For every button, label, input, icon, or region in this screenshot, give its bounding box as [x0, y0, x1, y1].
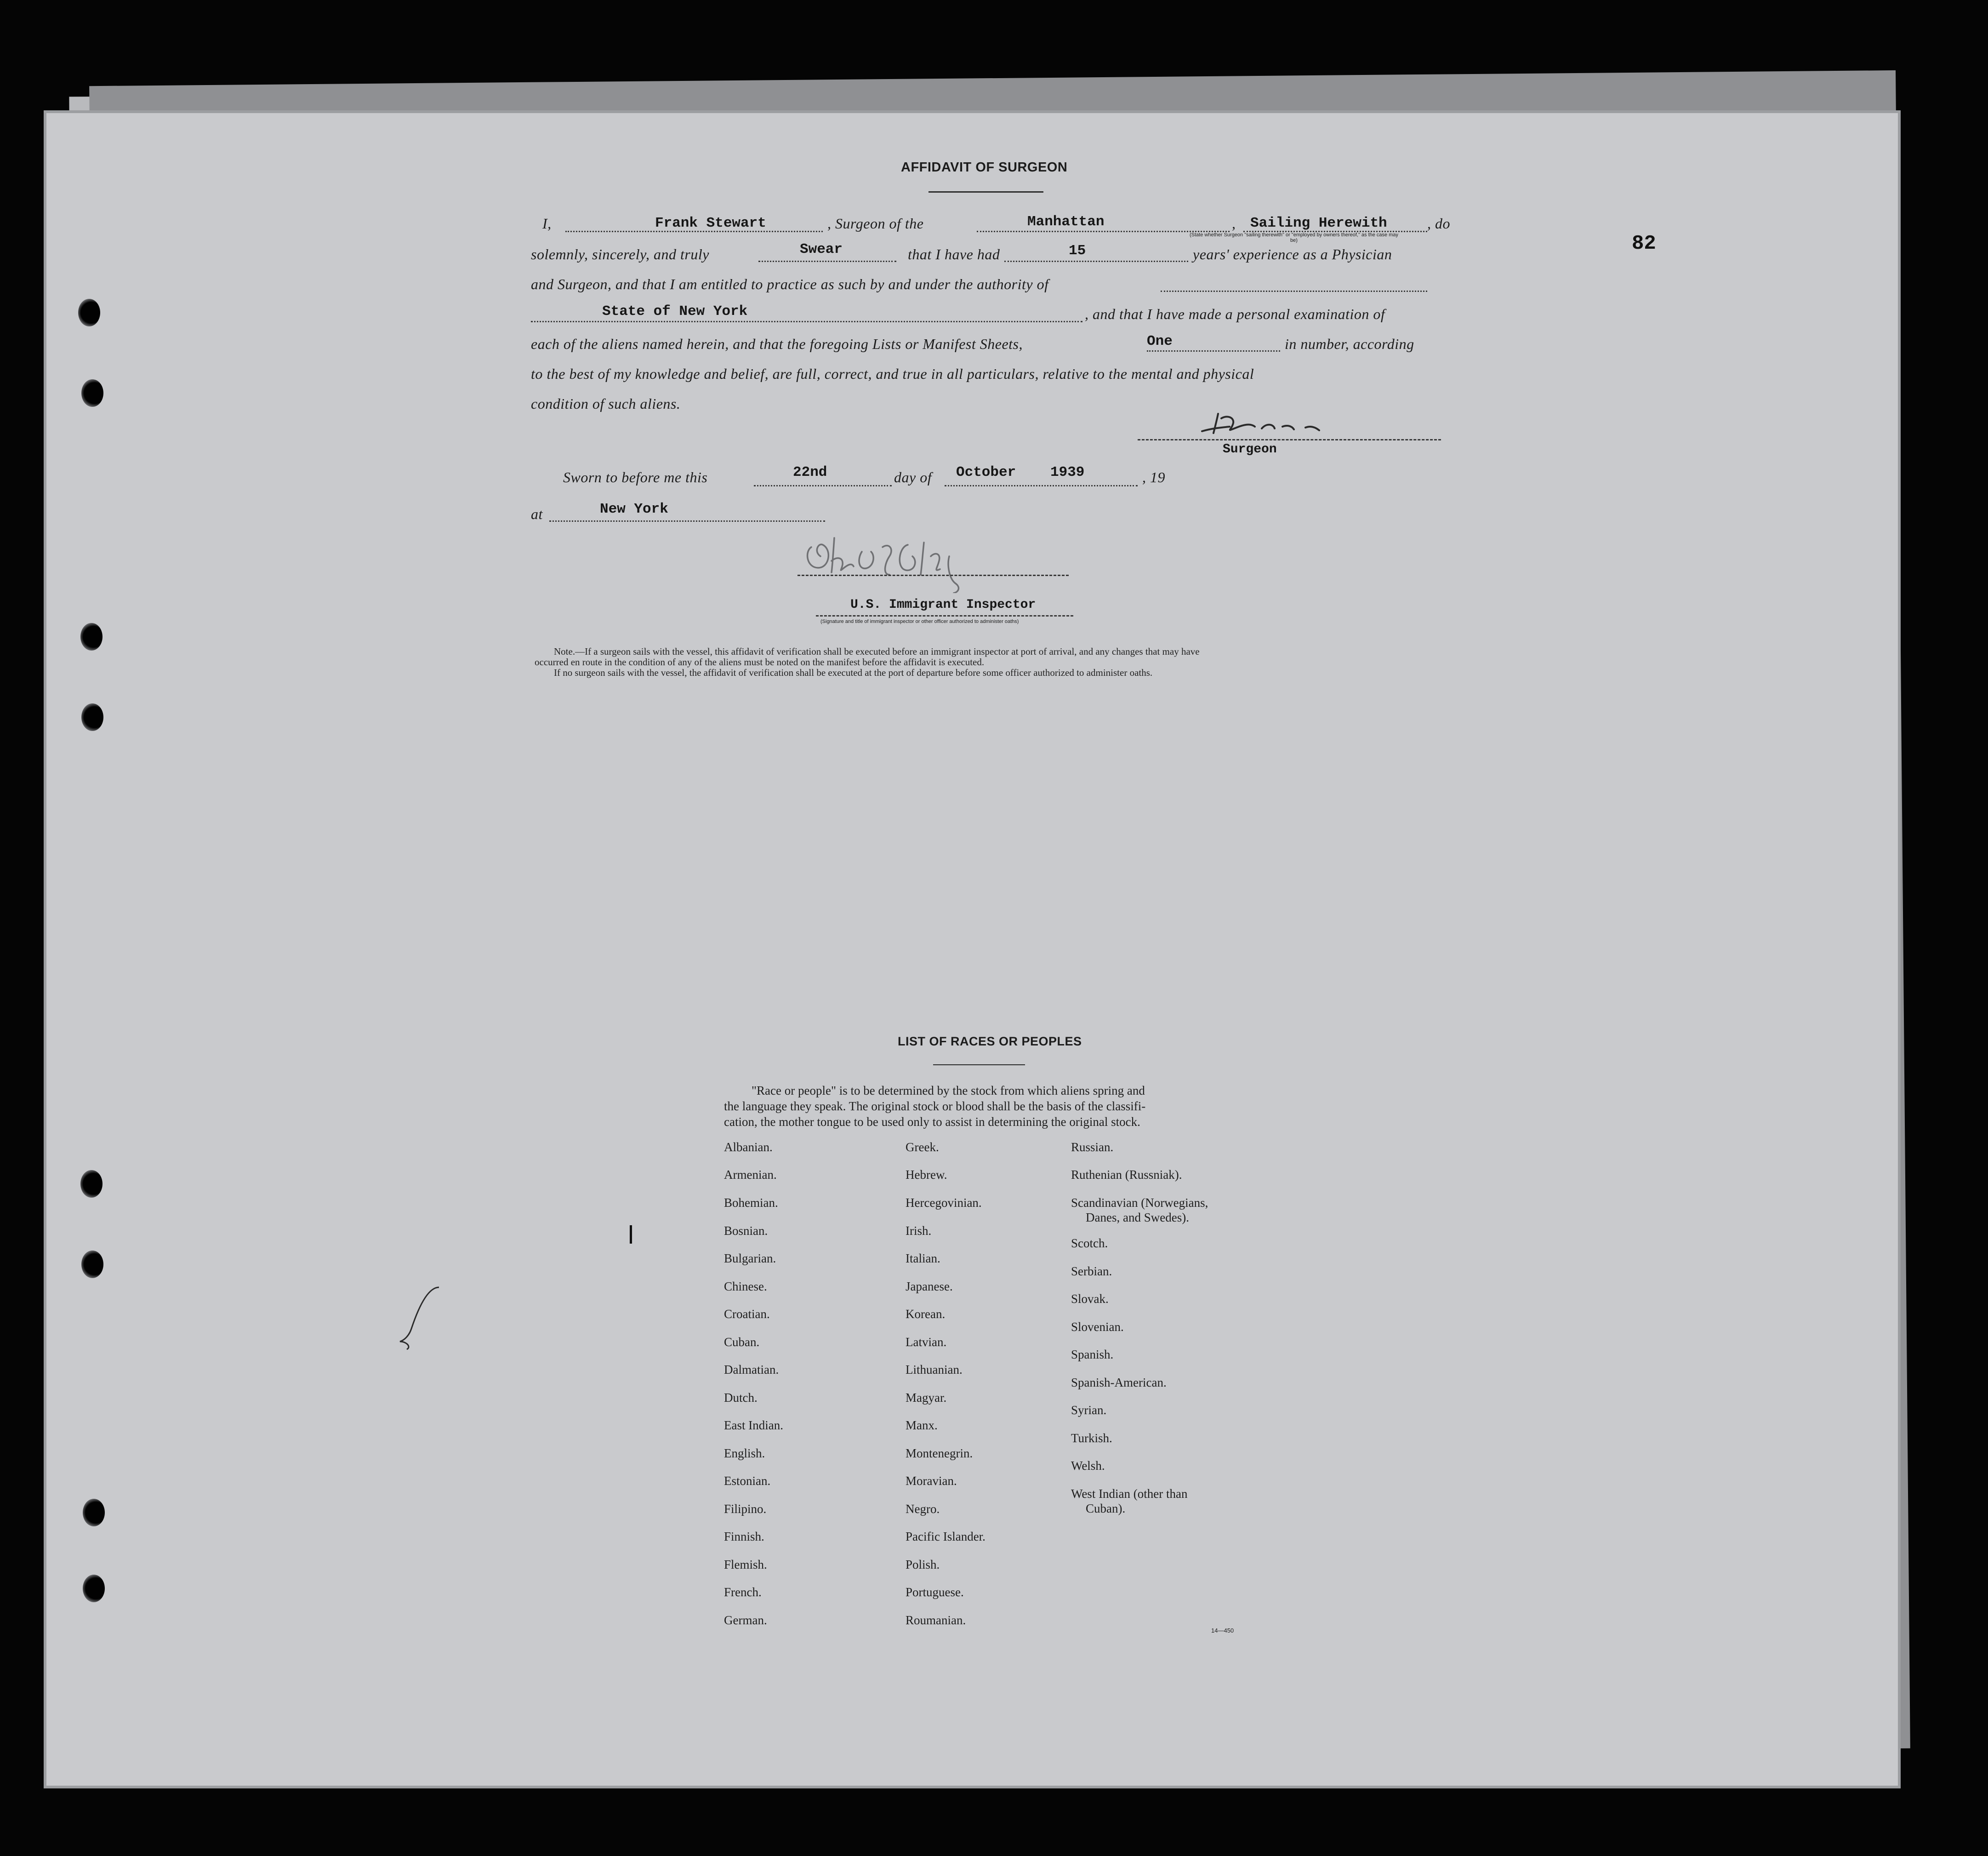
affidavit-title: AFFIDAVIT OF SURGEON	[901, 160, 1068, 175]
affidavit-text: Sworn to before me this	[563, 469, 708, 485]
sworn-day: 22nd	[793, 464, 827, 480]
sworn-year: 1939	[1050, 464, 1085, 480]
race-item: Flemish.	[724, 1558, 767, 1571]
binder-hole-icon	[81, 703, 103, 731]
race-item: French.	[724, 1585, 762, 1599]
race-item: Serbian.	[1071, 1264, 1112, 1278]
race-item: Albanian.	[724, 1140, 773, 1154]
surgeon-signature	[1193, 405, 1349, 441]
inspector-title: U.S. Immigrant Inspector	[850, 598, 1036, 612]
signature-line	[1138, 439, 1441, 440]
page-number: 82	[1632, 232, 1656, 255]
race-item: Syrian.	[1071, 1403, 1107, 1417]
binder-hole-icon	[80, 1170, 103, 1198]
race-item: Russian.	[1071, 1140, 1114, 1154]
affidavit-text: each of the aliens named herein, and that the foregoing Lists or Manifest Sheets,	[531, 336, 1023, 352]
affidavit-text: ,	[1232, 215, 1236, 232]
races-intro: cation, the mother tongue to be used only to assist in determining the original stock.	[724, 1115, 1140, 1129]
fill-line	[1147, 350, 1280, 352]
race-item: Welsh.	[1071, 1459, 1105, 1473]
affidavit-text: day of	[894, 469, 932, 485]
race-item: Italian.	[906, 1251, 940, 1265]
affidavit-text: , 19	[1142, 469, 1165, 485]
race-item: Hebrew.	[906, 1168, 947, 1182]
race-item: Slovak.	[1071, 1292, 1109, 1306]
years-experience: 15	[1069, 243, 1086, 259]
race-item: Finnish.	[724, 1530, 764, 1543]
race-item: Spanish-American.	[1071, 1376, 1167, 1389]
affidavit-text: and Surgeon, and that I am entitled to practice as such by and under the authority of	[531, 276, 1049, 292]
signature-line	[797, 575, 1069, 576]
title-underline	[928, 191, 1043, 193]
race-item: Montenegrin.	[906, 1446, 973, 1460]
race-item: Bohemian.	[724, 1196, 778, 1210]
affidavit-text: to the best of my knowledge and belief, are full, correct, and true in all particulars, relative to the mental and physical	[531, 365, 1254, 382]
surgeon-label: Surgeon	[1223, 442, 1277, 457]
race-item: Hercegovinian.	[906, 1196, 982, 1210]
affidavit-text: that I have had	[908, 246, 1000, 263]
fill-line	[549, 520, 825, 522]
race-item: Magyar.	[906, 1391, 947, 1405]
binder-hole-icon	[83, 1575, 105, 1602]
race-item: Dalmatian.	[724, 1363, 779, 1376]
races-intro: the language they speak. The original stock or blood shall be the basis of the classifi-	[724, 1099, 1146, 1113]
fill-line	[1161, 291, 1427, 292]
fill-line	[1004, 261, 1188, 262]
race-item: Manx.	[906, 1418, 938, 1432]
race-item: West Indian (other than	[1071, 1487, 1188, 1501]
stray-mark	[393, 1283, 448, 1356]
affidavit-text: at	[531, 506, 543, 522]
race-item: Portuguese.	[906, 1585, 964, 1599]
binder-hole-icon	[80, 623, 103, 651]
form-number: 14—450	[1211, 1627, 1234, 1634]
race-item: English.	[724, 1446, 765, 1460]
affidavit-text: solemnly, sincerely, and truly	[531, 246, 709, 263]
affidavit-text: , and that I have made a personal examination of	[1085, 306, 1385, 322]
race-item: Greek.	[906, 1140, 939, 1154]
race-item: Latvian.	[906, 1335, 947, 1349]
document-page	[44, 110, 1901, 1788]
status-note: (State whether Surgeon "sailing therewith" or "employed by owners thereof," as the case may be)	[1189, 232, 1399, 243]
race-item: Bulgarian.	[724, 1251, 776, 1265]
fill-line	[531, 321, 1082, 322]
race-item: Ruthenian (Russniak).	[1071, 1168, 1182, 1182]
sheet-count: One	[1147, 333, 1173, 349]
affidavit-text: , Surgeon of the	[827, 215, 924, 232]
race-item: Cuban.	[724, 1335, 760, 1349]
race-item: Estonian.	[724, 1474, 771, 1488]
inspector-note: (Signature and title of immigrant inspector or other officer authorized to administer oaths)	[820, 619, 1019, 624]
fill-line	[945, 485, 1138, 486]
surgeon-name: Frank Stewart	[655, 215, 766, 231]
oath-type: Swear	[800, 241, 843, 257]
affidavit-text: in number, according	[1285, 336, 1414, 352]
affidavit-text: I,	[542, 215, 552, 232]
affidavit-text: years' experience as a Physician	[1193, 246, 1392, 263]
race-item: Dutch.	[724, 1391, 758, 1405]
title-underline	[933, 1064, 1025, 1065]
races-intro: "Race or people" is to be determined by the stock from which aliens spring and	[752, 1084, 1145, 1097]
race-item: Irish.	[906, 1224, 932, 1238]
race-item: Roumanian.	[906, 1613, 966, 1627]
binder-hole-icon	[81, 1251, 103, 1278]
race-item: East Indian.	[724, 1418, 783, 1432]
affidavit-text: condition of such aliens.	[531, 395, 681, 412]
race-item: Slovenian.	[1071, 1320, 1124, 1334]
note-line: If no surgeon sails with the vessel, the affidavit of verification shall be executed at the port of departure before some officer authorized to administer oaths.	[554, 667, 1153, 678]
race-item: Bosnian.	[724, 1224, 768, 1238]
race-item: German.	[724, 1613, 767, 1627]
surgeon-status: Sailing Herewith	[1250, 215, 1387, 231]
note-line: Note.—If a surgeon sails with the vessel, this affidavit of verification shall be executed before an immigrant inspector at port of arrival, and any changes that may have	[554, 646, 1200, 657]
sworn-place: New York	[600, 501, 668, 517]
race-item: Turkish.	[1071, 1431, 1112, 1445]
race-item: Chinese.	[724, 1279, 767, 1293]
race-item: Polish.	[906, 1558, 940, 1571]
race-item: Lithuanian.	[906, 1363, 963, 1376]
race-item: Spanish.	[1071, 1348, 1114, 1361]
race-item: Croatian.	[724, 1307, 770, 1321]
stray-mark	[630, 1225, 632, 1244]
race-item: Negro.	[906, 1502, 940, 1516]
signature-line	[816, 615, 1073, 617]
binder-hole-icon	[83, 1499, 105, 1526]
race-item: Scotch.	[1071, 1236, 1108, 1250]
race-item: Pacific Islander.	[906, 1530, 985, 1543]
race-item: Filipino.	[724, 1502, 767, 1516]
binder-hole-icon	[81, 379, 103, 407]
race-item: Armenian.	[724, 1168, 777, 1182]
race-item: Korean.	[906, 1307, 946, 1321]
binder-hole-icon	[78, 299, 100, 326]
race-item: Danes, and Swedes).	[1086, 1211, 1189, 1224]
inspector-signature	[797, 524, 1009, 593]
sworn-month: October	[956, 464, 1016, 480]
vessel-name: Manhattan	[1027, 214, 1105, 230]
affidavit-text: , do	[1427, 215, 1450, 232]
authority: State of New York	[602, 303, 748, 320]
races-title: LIST OF RACES OR PEOPLES	[898, 1034, 1082, 1048]
fill-line	[758, 261, 896, 262]
race-item: Japanese.	[906, 1279, 953, 1293]
note-line: occurred en route in the condition of any of the aliens must be noted on the manifest before the affidavit is executed.	[535, 657, 985, 668]
fill-line	[754, 485, 892, 486]
race-item: Moravian.	[906, 1474, 957, 1488]
race-item: Cuban).	[1086, 1502, 1126, 1515]
race-item: Scandinavian (Norwegians,	[1071, 1196, 1208, 1210]
